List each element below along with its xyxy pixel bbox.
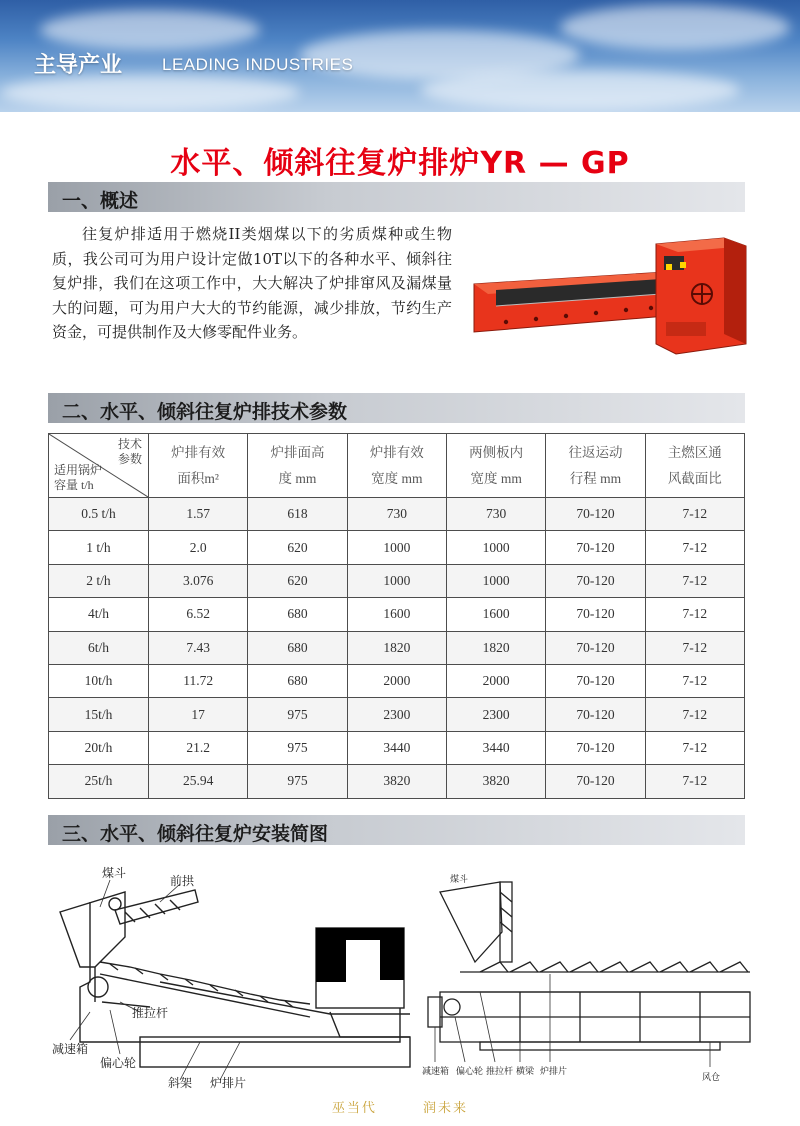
label-gearbox: 减速箱: [52, 1042, 89, 1056]
label-front-arch: 前拱: [170, 874, 195, 888]
label-hopper: 煤斗: [450, 875, 469, 885]
label-gearbox: 减速箱: [422, 1067, 450, 1077]
section-title: 二、水平、倾斜往复炉排技术参数: [62, 401, 348, 423]
table-cell: 7-12: [645, 598, 744, 631]
label-beam: 横梁: [516, 1067, 535, 1077]
table-cell: 680: [248, 631, 347, 664]
table-cell: 1000: [446, 564, 545, 597]
table-cell: 7-12: [645, 698, 744, 731]
table-cell: 975: [248, 731, 347, 764]
table-cell: 2.0: [149, 531, 248, 564]
install-diagram-inclined: [40, 862, 420, 1092]
table-row: [49, 731, 745, 764]
col-header-inner-width: 两侧板内 宽度 mm: [446, 434, 545, 498]
horizontal-grate-drawing: [420, 862, 765, 1092]
col-header-effective-width: 炉排有效 宽度 mm: [347, 434, 446, 498]
table-cell: 7-12: [645, 564, 744, 597]
table-cell: 1000: [347, 531, 446, 564]
footer-slogan: 巫当代 润未来: [331, 1101, 469, 1116]
table-cell: 1600: [446, 598, 545, 631]
table-cell: 3440: [446, 731, 545, 764]
table-cell-capacity: 15t/h: [49, 698, 149, 731]
table-row: [49, 598, 745, 631]
table-cell: 3440: [347, 731, 446, 764]
table-cell: 70-120: [546, 531, 645, 564]
table-row: [49, 698, 745, 731]
col-header-stroke: 往返运动 行程 mm: [546, 434, 645, 498]
table-row: [49, 564, 745, 597]
label-hopper: 煤斗: [102, 866, 127, 880]
label-push-rod: 推拉杆: [132, 1006, 169, 1020]
section-header-install: [48, 815, 745, 845]
table-cell: 7-12: [645, 765, 744, 798]
label-incline-frame: 斜架: [168, 1076, 193, 1090]
table-cell: 680: [248, 598, 347, 631]
cloud-decoration: [0, 75, 300, 110]
table-row: [49, 531, 745, 564]
table-cell: 17: [149, 698, 248, 731]
cloud-decoration: [40, 10, 260, 50]
page-title: 水平、倾斜往复炉排炉YR — GP: [170, 146, 630, 181]
corner-label-capacity: 适用锅炉 容量 t/h: [54, 463, 103, 492]
table-cell-capacity: 6t/h: [49, 631, 149, 664]
table-cell-capacity: 0.5 t/h: [49, 498, 149, 531]
table-cell: 70-120: [546, 664, 645, 697]
table-cell: 70-120: [546, 765, 645, 798]
table-cell: 70-120: [546, 498, 645, 531]
table-cell: 2300: [347, 698, 446, 731]
label-eccentric: 偏心轮: [100, 1056, 137, 1070]
table-cell: 7-12: [645, 498, 744, 531]
table-corner-header: [49, 434, 149, 498]
table-cell: 3820: [446, 765, 545, 798]
table-cell: 2000: [446, 664, 545, 697]
grate-furnace-photo: [466, 224, 756, 362]
table-cell-capacity: 4t/h: [49, 598, 149, 631]
header-banner: [0, 0, 800, 112]
table-cell: 2300: [446, 698, 545, 731]
cloud-decoration: [420, 70, 740, 110]
table-cell: 730: [446, 498, 545, 531]
table-cell: 975: [248, 765, 347, 798]
table-cell: 70-120: [546, 731, 645, 764]
table-cell: 1.57: [149, 498, 248, 531]
table-cell: 7-12: [645, 531, 744, 564]
table-cell: 6.52: [149, 598, 248, 631]
col-header-effective-area: 炉排有效 面积m²: [149, 434, 248, 498]
cloud-decoration: [560, 5, 790, 50]
table-cell: 620: [248, 531, 347, 564]
label-push-rod: 推拉杆: [486, 1067, 514, 1077]
table-row: [49, 498, 745, 531]
col-header-grate-height: 炉排面高 度 mm: [248, 434, 347, 498]
label-grate-piece: 炉排片: [210, 1076, 247, 1090]
table-cell: 21.2: [149, 731, 248, 764]
table-cell-capacity: 20t/h: [49, 731, 149, 764]
table-cell: 7-12: [645, 664, 744, 697]
table-cell: 3820: [347, 765, 446, 798]
table-cell: 25.94: [149, 765, 248, 798]
table-cell: 7.43: [149, 631, 248, 664]
table-cell: 1820: [347, 631, 446, 664]
tech-params-table: [48, 433, 745, 799]
table-row: [49, 765, 745, 798]
table-row: [49, 664, 745, 697]
label-grate-piece: 炉排片: [540, 1067, 568, 1077]
table-cell: 70-120: [546, 698, 645, 731]
install-diagram-horizontal: [420, 862, 765, 1092]
table-cell: 730: [347, 498, 446, 531]
table-cell: 1000: [347, 564, 446, 597]
table-cell: 3.076: [149, 564, 248, 597]
section-header-params: [48, 393, 745, 423]
table-cell: 1600: [347, 598, 446, 631]
table-cell: 620: [248, 564, 347, 597]
table-cell: 11.72: [149, 664, 248, 697]
table-body: [49, 498, 745, 799]
table-cell: 2000: [347, 664, 446, 697]
intro-paragraph: 往复炉排适用于燃烧II类烟煤以下的劣质煤种或生物质，我公司可为用户设计定做10T以下的各种水平、倾斜往复炉排，我们在这项工作中，大大解决了炉排窜风及漏煤量大的问题，可为用户大大的节约能源，减少排放，节约生产资金，可提供制作及大修零配件业务。: [52, 225, 452, 341]
table-cell: 1000: [446, 531, 545, 564]
section-title: 一、概述: [62, 190, 139, 212]
table-cell-capacity: 25t/h: [49, 765, 149, 798]
col-header-air-ratio: 主燃区通 风截面比: [645, 434, 744, 498]
table-cell-capacity: 1 t/h: [49, 531, 149, 564]
corner-label-params: 技术 参数: [117, 437, 142, 466]
table-cell: 7-12: [645, 631, 744, 664]
table-cell: 70-120: [546, 564, 645, 597]
table-cell: 680: [248, 664, 347, 697]
table-cell: 70-120: [546, 598, 645, 631]
table-cell: 70-120: [546, 631, 645, 664]
table-cell-capacity: 10t/h: [49, 664, 149, 697]
label-air-box: 风仓: [702, 1073, 721, 1083]
section-header-overview: [48, 182, 745, 212]
table-cell: 7-12: [645, 731, 744, 764]
table-cell-capacity: 2 t/h: [49, 564, 149, 597]
table-cell: 1820: [446, 631, 545, 664]
header-title-cn: 主导产业: [34, 53, 123, 78]
table-row: [49, 631, 745, 664]
header-title-en: LEADING INDUSTRIES: [162, 55, 354, 74]
table-cell: 975: [248, 698, 347, 731]
table-cell: 618: [248, 498, 347, 531]
section-title: 三、水平、倾斜往复炉安装简图: [62, 823, 329, 845]
inclined-grate-drawing: [40, 862, 420, 1092]
label-eccentric: 偏心轮: [456, 1067, 484, 1077]
